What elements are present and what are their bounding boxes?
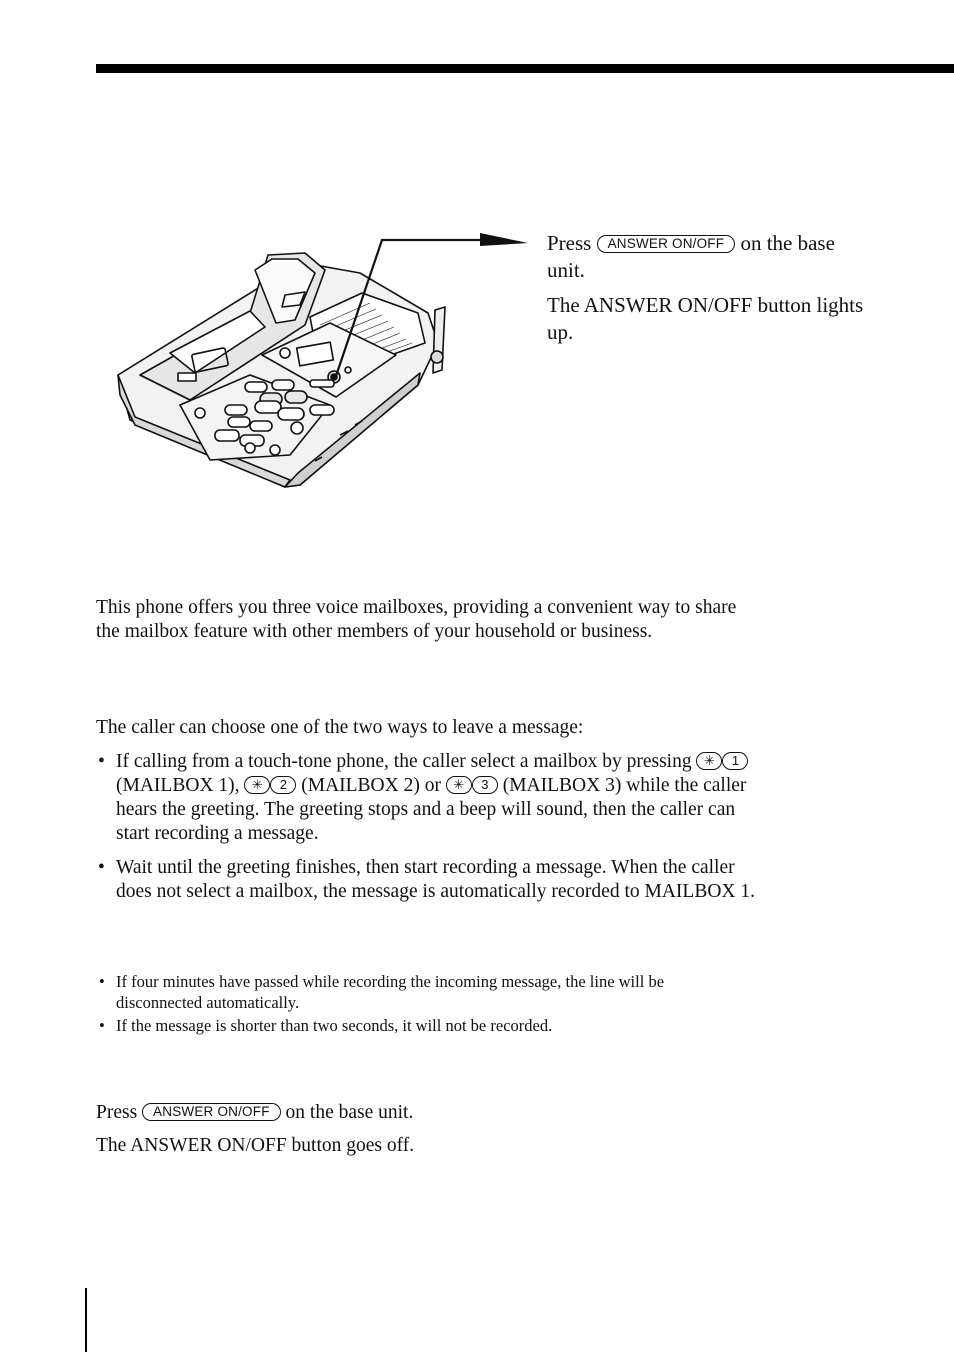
bullet1-text-a: If calling from a touch-tone phone, the caller select a mailbox by pressing — [116, 751, 692, 772]
turn-off-instruction — [96, 1101, 414, 1167]
turn-off-result: The ANSWER ON/OFF button goes off. — [96, 1135, 415, 1156]
bullet-dot: • — [98, 751, 105, 772]
caller-options-list — [96, 750, 756, 914]
mailbox1-label: (MAILBOX 1), — [116, 775, 240, 796]
step-press-line — [547, 230, 877, 284]
note-item — [96, 1015, 746, 1036]
press-word: Press — [96, 1102, 138, 1123]
list-item — [96, 856, 756, 904]
star-key: ✳ — [244, 776, 270, 794]
mailbox2-label: (MAILBOX 2) or — [301, 775, 441, 796]
star-key: ✳ — [696, 752, 722, 770]
answer-on-off-key: ANSWER ON/OFF — [597, 235, 736, 253]
caller-intro — [96, 716, 746, 740]
note-text: If the message is shorter than two seconds, it will not be recorded. — [116, 1016, 553, 1035]
left-margin-rule — [85, 1288, 87, 1352]
press-word: Press — [547, 231, 592, 255]
key-3: 3 — [472, 776, 498, 794]
bullet-dot: • — [98, 857, 105, 878]
press-suffix: on the base unit. — [285, 1102, 414, 1123]
star-key: ✳ — [446, 776, 472, 794]
base-unit-illustration — [100, 225, 540, 500]
step-result: The ANSWER ON/OFF button lights up. — [547, 293, 864, 344]
step-instruction — [547, 230, 877, 354]
notes-list — [96, 971, 746, 1038]
intro-paragraph — [96, 596, 746, 644]
answer-on-off-key: ANSWER ON/OFF — [142, 1103, 281, 1121]
bullet1-text-b: (MAILBOX 3) while the caller hears the greeting. The greeting stops and a beep will sound, then the caller can start recording a message. — [116, 775, 747, 844]
bullet-dot: • — [99, 1016, 105, 1035]
key-2: 2 — [270, 776, 296, 794]
key-1: 1 — [722, 752, 748, 770]
note-text: If four minutes have passed while recording the incoming message, the line will be disconnected automatically. — [116, 972, 665, 1012]
bullet-dot: • — [99, 972, 105, 991]
list-item — [96, 750, 756, 846]
press-suffix: on the base unit. — [547, 231, 835, 282]
note-item — [96, 971, 746, 1013]
top-rule — [96, 64, 954, 73]
caller-intro-text: The caller can choose one of the two ways to leave a message: — [96, 717, 584, 738]
turn-off-press-line — [96, 1101, 414, 1125]
intro-text: This phone offers you three voice mailboxes, providing a convenient way to share the mailbox feature with other members of your household or business. — [96, 597, 737, 642]
bullet2-text: Wait until the greeting finishes, then start recording a message. When the caller does not select a mailbox, the message is automatically recorded to MAILBOX 1. — [116, 857, 755, 902]
